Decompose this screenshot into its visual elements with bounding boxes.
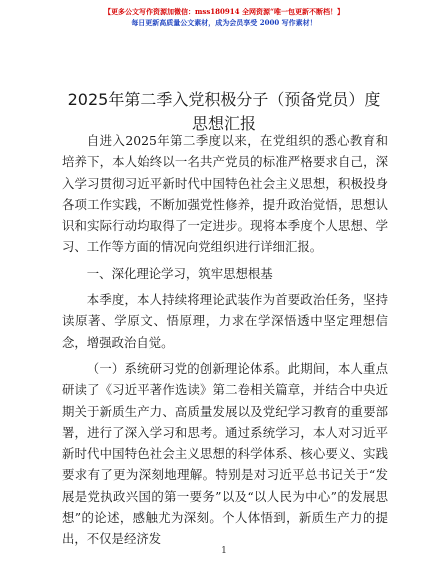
document-body bbox=[62, 130, 388, 550]
paragraph-section-1: 本季度，本人持续将理论武装作为首要政治任务，坚持读原著、学原文、悟原理，力求在学深悟透中坚定理想信念，增强政治自觉。 bbox=[62, 292, 388, 350]
promo-line-2: 每日更新高质量公文素材，成为会员享受 2000 写作素材！ bbox=[131, 18, 317, 27]
promo-banner bbox=[0, 6, 448, 28]
paragraph-subsection-1: （一）系统研习党的创新理论体系。此期间，本人重点研读了《习近平著作选读》第二卷相关篇章，并结合中央近期关于新质生产力、高质量发展以及党纪学习教育的重要部署，进行了深入学习和思考。通过系统学习，本人对习近平新时代中国特色社会主义思想的科学体系、核心要义、实践要求有了更为深刻地理解。特别是对习近平总书记关于“发展是党执政兴国的第一要务”以及“以人民为中心”的发展思想”的论述，感触尤为深刻。个人体悟到，新质生产力的提出，不仅是经济发 bbox=[62, 360, 388, 547]
page-number: 1 bbox=[221, 546, 227, 556]
paragraph-intro: 自进入2025年第二季度以来，在党组织的悉心教育和培养下，本人始终以一名共产党员的标准严格要求自己，深入学习贯彻习近平新时代中国特色社会主义思想，积极投身各项工作实践，不断加强党性修养，提升政治觉悟，思想认识和实际行动均取得了一定进步。现将本季度个人思想、学习、工作等方面的情况向党组织进行详细汇报。 bbox=[62, 133, 388, 255]
document-title: 2025年第二季入党积极分子（预备党员）度思想汇报 bbox=[67, 90, 381, 133]
promo-line-1: 【更多公文写作资源加微信：mss180914 全网资源“唯一包更新不断档！】 bbox=[104, 7, 344, 16]
section-heading-1: 一、深化理论学习，筑牢思想根基 bbox=[86, 265, 273, 281]
